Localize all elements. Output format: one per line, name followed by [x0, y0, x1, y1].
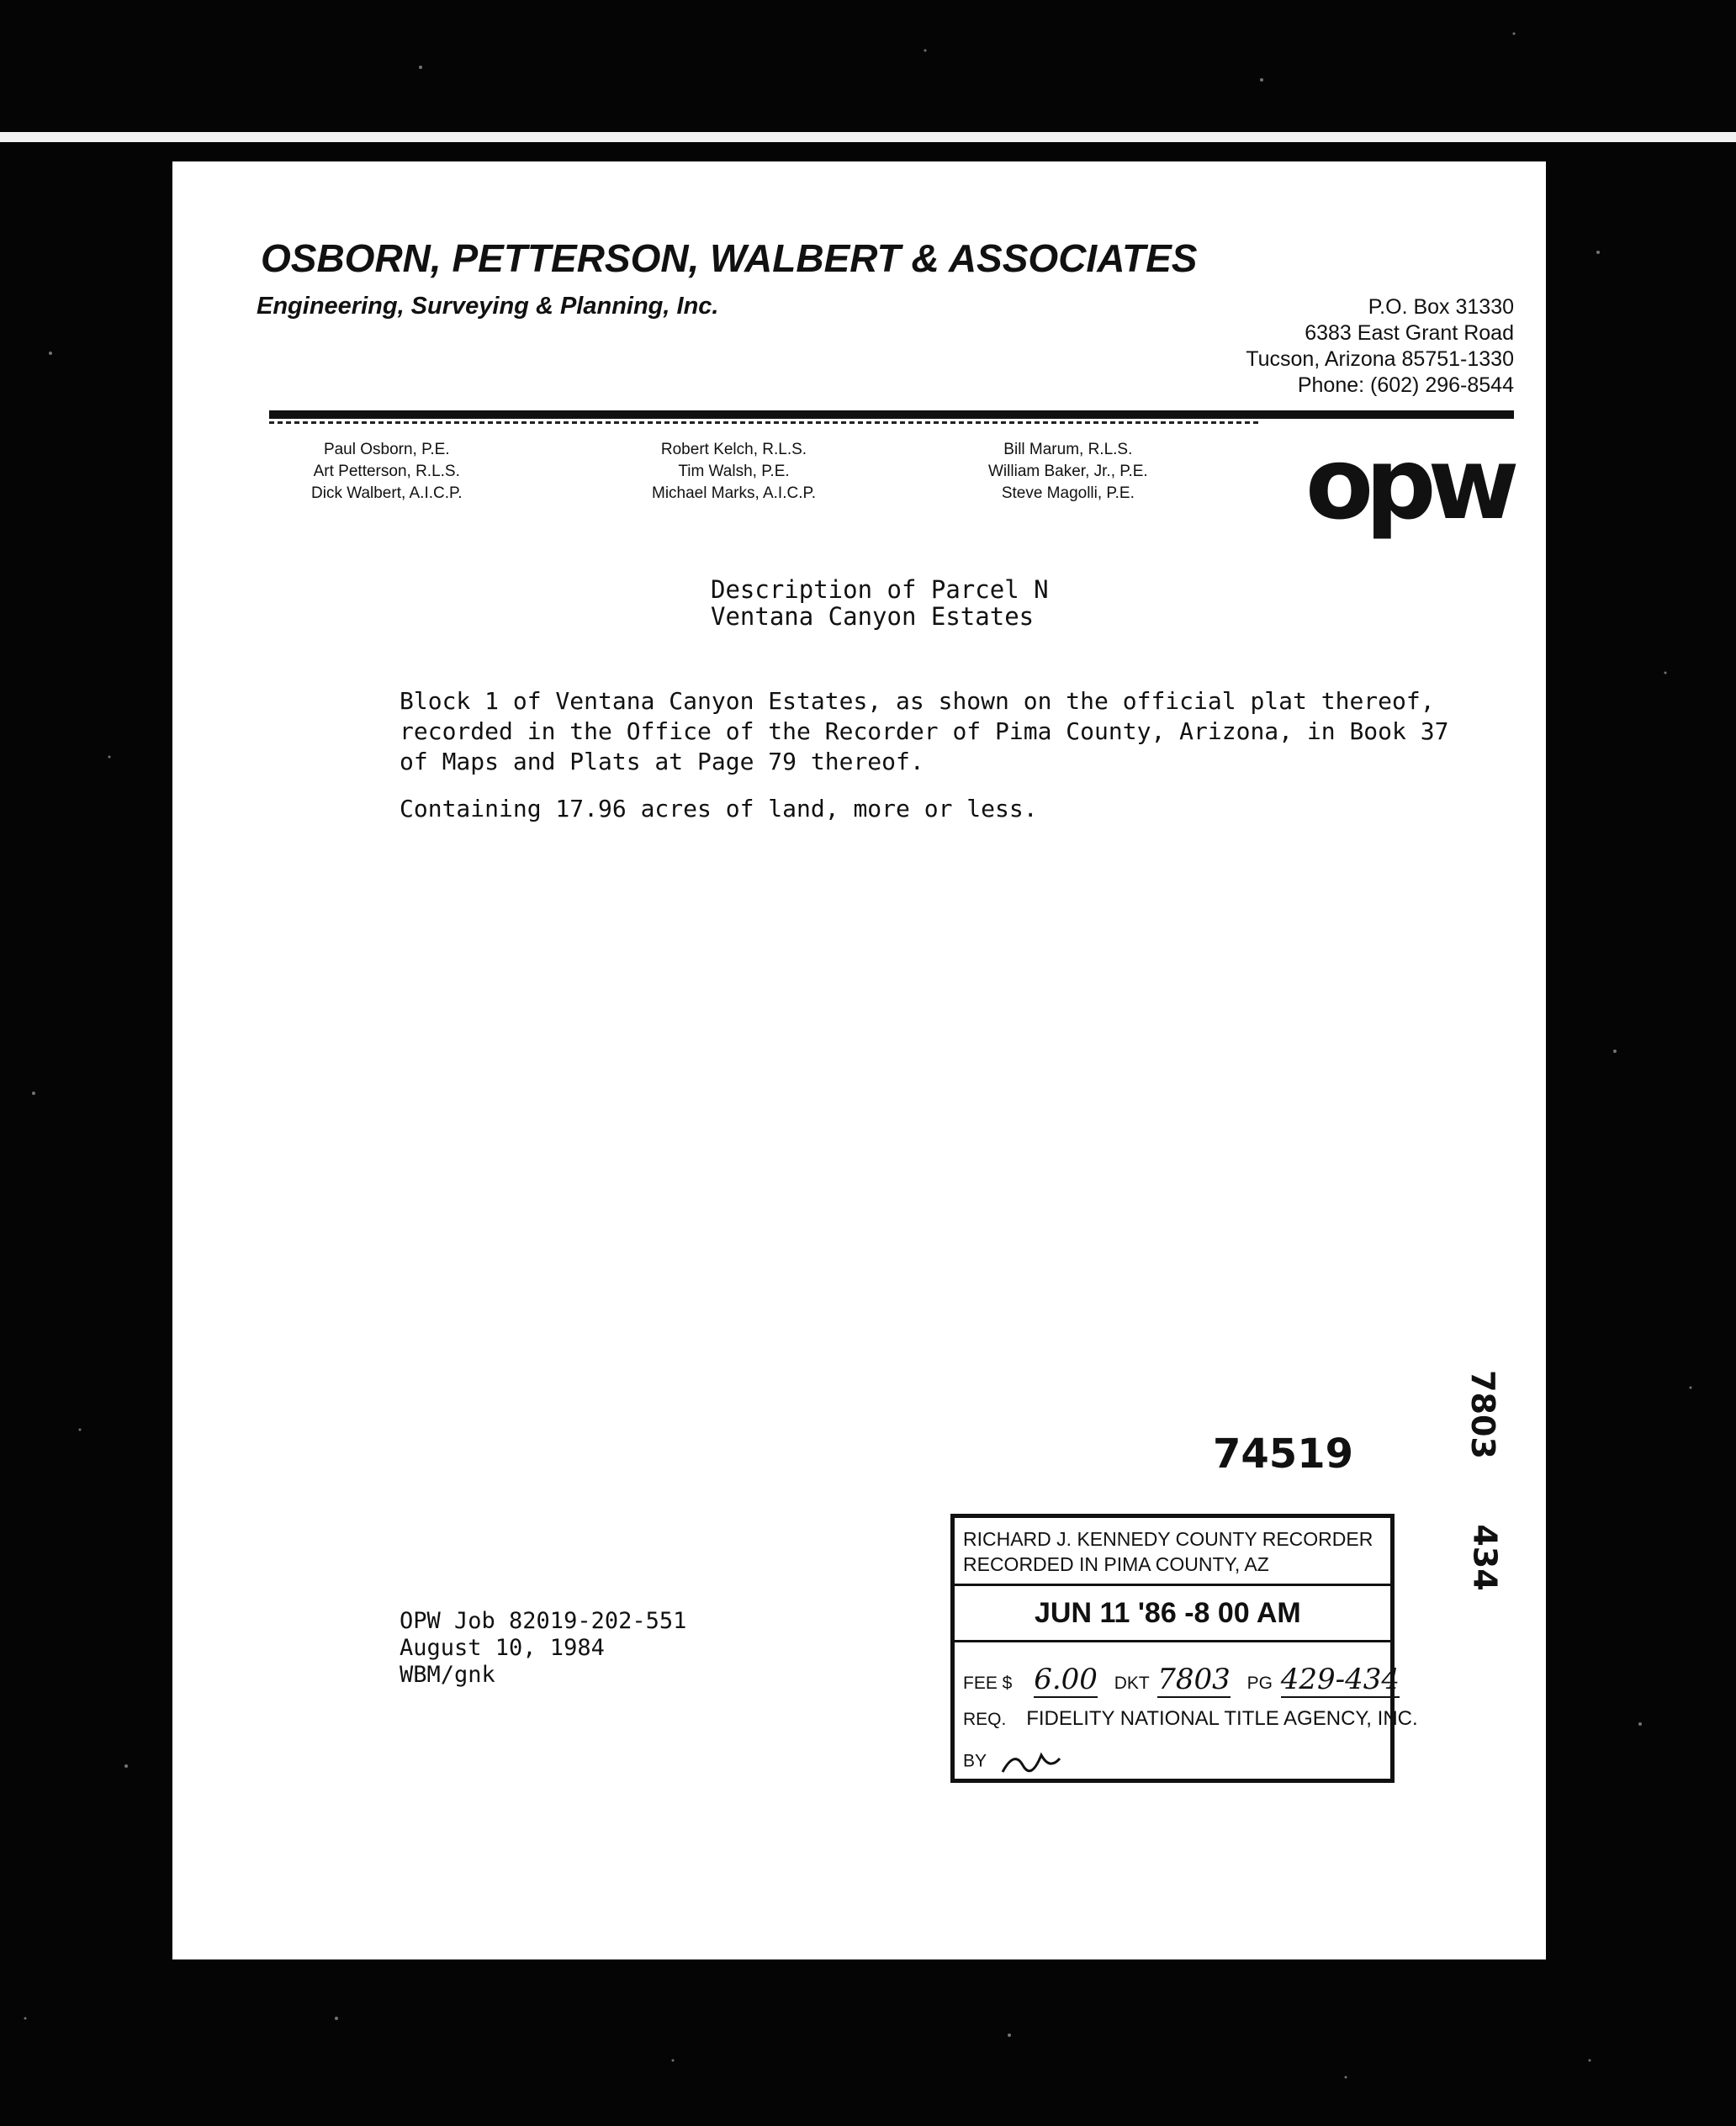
firm-name: OSBORN, PETTERSON, WALBERT & ASSOCIATES: [261, 236, 1198, 280]
job-reference: [400, 1608, 686, 1689]
staff-name: Tim Walsh, P.E.: [678, 463, 790, 480]
initials: WBM/gnk: [400, 1662, 495, 1688]
stamp-divider: [955, 1584, 1390, 1586]
dkt-label: DKT: [1114, 1674, 1150, 1693]
job-number: OPW Job 82019-202-551: [400, 1608, 687, 1634]
stamp-divider: [955, 1640, 1390, 1642]
recorded-in: RECORDED IN PIMA COUNTY, AZ: [963, 1553, 1269, 1575]
staff-column-2: [652, 439, 816, 505]
document-title: [711, 576, 1049, 630]
req-value: FIDELITY NATIONAL TITLE AGENCY, INC.: [1026, 1707, 1418, 1730]
address-line: Phone: (602) 296-8544: [1297, 373, 1514, 397]
side-docket-number: 7803: [1463, 1370, 1501, 1459]
description-paragraph: Block 1 of Ventana Canyon Estates, as shown on the official plat thereof, recorded in the Office of the Recorder of Pima County, Arizona, in Book 37 of Maps and Plats at Page 79 thereof.: [400, 687, 1449, 775]
staff-name: Michael Marks, A.I.C.P.: [652, 484, 816, 502]
scan-edge-line: [0, 132, 1736, 142]
title-line: Description of Parcel N: [711, 575, 1049, 604]
side-page-number: 434: [1466, 1524, 1504, 1591]
staff-column-1: [311, 439, 463, 505]
logo-text: opw: [1305, 441, 1511, 542]
title-line: Ventana Canyon Estates: [711, 602, 1035, 631]
firm-subtitle: Engineering, Surveying & Planning, Inc.: [257, 293, 719, 320]
pg-label: PG: [1246, 1674, 1273, 1693]
parcel-description: [400, 686, 1459, 841]
signature-mark: [999, 1747, 1066, 1777]
staff-name: William Baker, Jr., P.E.: [988, 463, 1148, 480]
staff-name: Paul Osborn, P.E.: [323, 441, 450, 458]
fee-line: [963, 1663, 1400, 1696]
address-line: 6383 East Grant Road: [1305, 321, 1514, 345]
staff-column-3: [988, 439, 1148, 505]
by-label: BY: [963, 1751, 987, 1771]
staff-name: Bill Marum, R.L.S.: [1003, 441, 1133, 458]
staff-name: Steve Magolli, P.E.: [1001, 484, 1135, 502]
opw-logo: [1304, 441, 1518, 546]
req-label: REQ.: [963, 1710, 1007, 1729]
firm-address: [1246, 294, 1514, 399]
address-line: P.O. Box 31330: [1368, 295, 1514, 319]
staff-name: Dick Walbert, A.I.C.P.: [311, 484, 463, 502]
staff-name: Art Petterson, R.L.S.: [313, 463, 460, 480]
dkt-value: 7803: [1157, 1663, 1231, 1696]
letterhead-rule: [269, 410, 1514, 419]
recorder-stamp: [950, 1514, 1418, 1783]
fee-label: FEE $: [963, 1674, 1013, 1693]
job-date: August 10, 1984: [400, 1635, 605, 1661]
letterhead-rule-dotted: [269, 421, 1262, 424]
address-line: Tucson, Arizona 85751-1330: [1246, 347, 1514, 371]
by-line: [963, 1747, 1066, 1777]
recording-number: 74519: [1213, 1431, 1353, 1478]
document-page: [172, 161, 1546, 1959]
recorder-name: RICHARD J. KENNEDY COUNTY RECORDER: [963, 1528, 1373, 1550]
acreage-paragraph: Containing 17.96 acres of land, more or less.: [400, 795, 1038, 822]
staff-name: Robert Kelch, R.L.S.: [660, 441, 807, 458]
recording-datetime: JUN 11 '86 -8 00 AM: [1035, 1597, 1301, 1629]
fee-value: 6.00: [1034, 1663, 1098, 1696]
pg-value: 429-434: [1280, 1663, 1400, 1696]
req-line: [963, 1707, 1418, 1731]
